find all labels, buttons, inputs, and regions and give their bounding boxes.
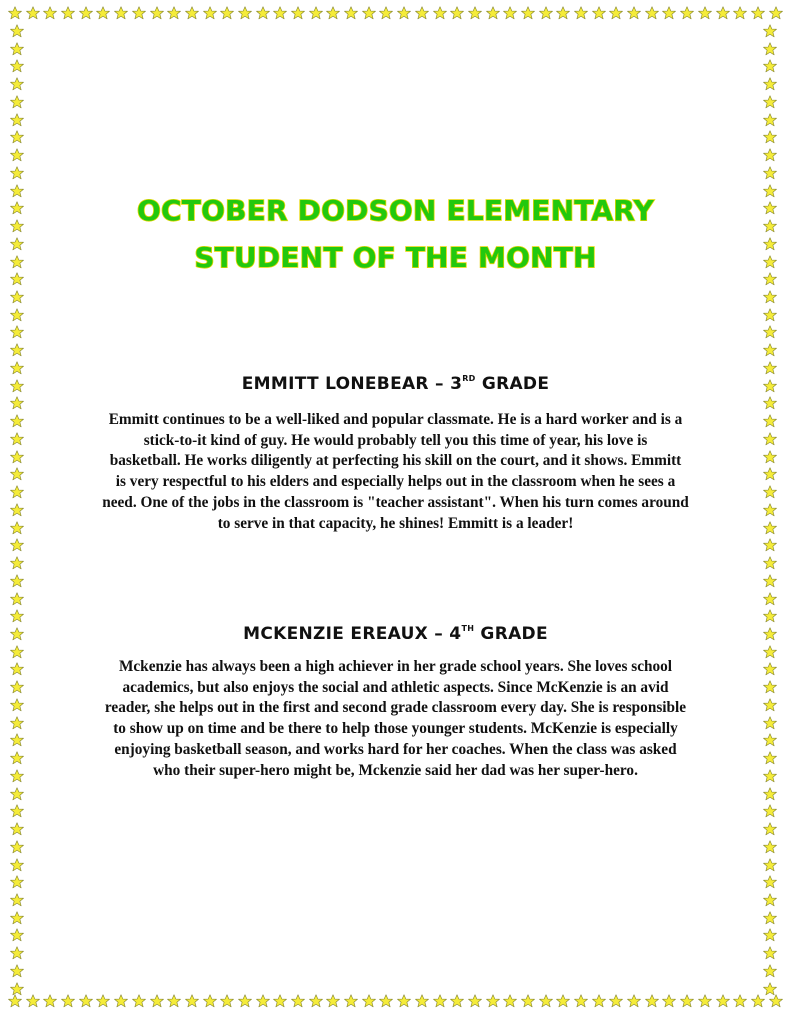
star-icon bbox=[763, 538, 777, 552]
star-icon bbox=[521, 6, 535, 20]
star-icon bbox=[10, 574, 24, 588]
star-icon bbox=[763, 822, 777, 836]
star-icon bbox=[763, 95, 777, 109]
star-icon bbox=[79, 994, 93, 1008]
star-icon bbox=[751, 6, 765, 20]
star-icon bbox=[763, 113, 777, 127]
star-icon bbox=[26, 6, 40, 20]
star-icon bbox=[291, 6, 305, 20]
star-icon bbox=[10, 787, 24, 801]
star-icon bbox=[450, 994, 464, 1008]
star-icon bbox=[763, 911, 777, 925]
star-icon bbox=[592, 6, 606, 20]
star-icon bbox=[763, 946, 777, 960]
star-border-left bbox=[10, 24, 28, 996]
star-icon bbox=[763, 503, 777, 517]
star-icon bbox=[43, 6, 57, 20]
star-icon bbox=[763, 680, 777, 694]
star-icon bbox=[10, 769, 24, 783]
star-icon bbox=[10, 804, 24, 818]
star-icon bbox=[326, 994, 340, 1008]
star-icon bbox=[10, 432, 24, 446]
star-border-top bbox=[8, 6, 783, 24]
star-icon bbox=[763, 42, 777, 56]
star-icon bbox=[10, 538, 24, 552]
star-icon bbox=[309, 6, 323, 20]
star-icon bbox=[10, 130, 24, 144]
star-icon bbox=[10, 751, 24, 765]
star-icon bbox=[763, 592, 777, 606]
star-icon bbox=[397, 6, 411, 20]
student-name: MCKENZIE EREAUX – 4 bbox=[243, 624, 462, 644]
star-icon bbox=[763, 24, 777, 38]
star-icon bbox=[61, 994, 75, 1008]
star-icon bbox=[662, 994, 676, 1008]
star-icon bbox=[203, 6, 217, 20]
star-icon bbox=[114, 994, 128, 1008]
star-icon bbox=[503, 994, 517, 1008]
star-icon bbox=[96, 994, 110, 1008]
star-icon bbox=[61, 6, 75, 20]
star-icon bbox=[238, 994, 252, 1008]
star-icon bbox=[763, 893, 777, 907]
star-icon bbox=[273, 6, 287, 20]
star-icon bbox=[680, 994, 694, 1008]
star-icon bbox=[769, 994, 783, 1008]
paragraph-line: Mckenzie has always been a high achiever in her grade school years. She loves school bbox=[118, 658, 673, 675]
star-icon bbox=[763, 698, 777, 712]
star-icon bbox=[10, 645, 24, 659]
star-icon bbox=[10, 77, 24, 91]
star-border-bottom bbox=[8, 994, 783, 1012]
page-title-line-1: OCTOBER DODSON ELEMENTARY bbox=[137, 194, 654, 227]
star-icon bbox=[220, 6, 234, 20]
star-icon bbox=[763, 521, 777, 535]
star-icon bbox=[763, 574, 777, 588]
paragraph-line: who their super-hero might be, Mckenzie said her dad was her super-hero. bbox=[153, 761, 638, 779]
star-icon bbox=[698, 6, 712, 20]
star-icon bbox=[379, 6, 393, 20]
star-icon bbox=[10, 592, 24, 606]
star-icon bbox=[539, 6, 553, 20]
star-icon bbox=[397, 994, 411, 1008]
star-icon bbox=[751, 994, 765, 1008]
star-icon bbox=[468, 6, 482, 20]
star-icon bbox=[10, 450, 24, 464]
student-name: EMMITT LONEBEAR – 3 bbox=[241, 374, 463, 394]
star-icon bbox=[698, 994, 712, 1008]
star-icon bbox=[273, 994, 287, 1008]
star-icon bbox=[433, 994, 447, 1008]
star-icon bbox=[574, 6, 588, 20]
star-icon bbox=[203, 994, 217, 1008]
star-icon bbox=[521, 994, 535, 1008]
star-icon bbox=[556, 994, 570, 1008]
star-icon bbox=[256, 6, 270, 20]
star-icon bbox=[8, 6, 22, 20]
star-icon bbox=[10, 964, 24, 978]
star-icon bbox=[763, 769, 777, 783]
star-icon bbox=[763, 130, 777, 144]
paragraph-line: reader, she helps out in the first and second grade classroom every day. She is responsible bbox=[104, 699, 687, 717]
star-icon bbox=[10, 521, 24, 535]
star-icon bbox=[763, 645, 777, 659]
star-icon bbox=[486, 6, 500, 20]
star-icon bbox=[10, 325, 24, 339]
star-icon bbox=[763, 450, 777, 464]
paragraph-line: stick-to-it kind of guy. He would probably tell you this time of year, his love is bbox=[143, 431, 648, 449]
star-icon bbox=[486, 994, 500, 1008]
star-icon bbox=[10, 59, 24, 73]
star-icon bbox=[43, 994, 57, 1008]
star-icon bbox=[362, 994, 376, 1008]
star-icon bbox=[763, 982, 777, 996]
star-icon bbox=[716, 6, 730, 20]
paragraph-line: basketball. He works diligently at perfecting his skill on the court, and it shows. Emmitt bbox=[109, 452, 682, 470]
star-icon bbox=[26, 994, 40, 1008]
star-icon bbox=[609, 6, 623, 20]
star-icon bbox=[763, 59, 777, 73]
star-icon bbox=[167, 6, 181, 20]
paragraph-line: is very respectful to his elders and especially helps out in the classroom when he sees a bbox=[115, 473, 676, 491]
star-icon bbox=[10, 680, 24, 694]
star-icon bbox=[326, 6, 340, 20]
star-icon bbox=[10, 928, 24, 942]
star-icon bbox=[10, 343, 24, 357]
star-icon bbox=[763, 467, 777, 481]
star-icon bbox=[379, 994, 393, 1008]
star-icon bbox=[574, 994, 588, 1008]
star-icon bbox=[415, 6, 429, 20]
star-icon bbox=[592, 994, 606, 1008]
star-icon bbox=[763, 325, 777, 339]
star-icon bbox=[79, 6, 93, 20]
star-icon bbox=[763, 485, 777, 499]
star-icon bbox=[291, 994, 305, 1008]
star-icon bbox=[763, 964, 777, 978]
star-icon bbox=[763, 290, 777, 304]
star-icon bbox=[769, 6, 783, 20]
star-icon bbox=[362, 6, 376, 20]
star-icon bbox=[220, 994, 234, 1008]
star-border-right bbox=[763, 24, 781, 996]
star-icon bbox=[185, 994, 199, 1008]
paragraph-line: academics, but also enjoys the social and athletic aspects. Since McKenzie is an avid bbox=[122, 678, 669, 696]
star-icon bbox=[10, 858, 24, 872]
star-icon bbox=[10, 166, 24, 180]
star-icon bbox=[10, 946, 24, 960]
star-icon bbox=[662, 6, 676, 20]
paragraph-line: enjoying basketball season, and works hard for her coaches. When the class was asked bbox=[114, 740, 677, 758]
star-icon bbox=[763, 787, 777, 801]
star-icon bbox=[645, 6, 659, 20]
star-icon bbox=[733, 6, 747, 20]
star-icon bbox=[309, 994, 323, 1008]
star-icon bbox=[763, 556, 777, 570]
star-icon bbox=[150, 994, 164, 1008]
star-icon bbox=[627, 994, 641, 1008]
page-title-line-2: STUDENT OF THE MONTH bbox=[194, 241, 597, 274]
star-icon bbox=[185, 6, 199, 20]
star-icon bbox=[763, 858, 777, 872]
star-icon bbox=[10, 503, 24, 517]
student-paragraph-mckenzie bbox=[90, 657, 701, 781]
star-icon bbox=[415, 994, 429, 1008]
star-icon bbox=[10, 485, 24, 499]
star-icon bbox=[10, 113, 24, 127]
star-icon bbox=[763, 414, 777, 428]
star-icon bbox=[433, 6, 447, 20]
star-icon bbox=[450, 6, 464, 20]
star-icon bbox=[763, 361, 777, 375]
star-icon bbox=[167, 994, 181, 1008]
paragraph-line: to serve in that capacity, he shines! Emmitt is a leader! bbox=[217, 514, 574, 532]
student-paragraph-emmitt bbox=[90, 410, 701, 534]
paragraph-line: to show up on time and be there to help those younger students. McKenzie is especially bbox=[113, 720, 678, 738]
star-icon bbox=[132, 994, 146, 1008]
star-icon bbox=[556, 6, 570, 20]
star-icon bbox=[763, 432, 777, 446]
star-icon bbox=[344, 6, 358, 20]
star-icon bbox=[763, 396, 777, 410]
star-icon bbox=[733, 994, 747, 1008]
star-icon bbox=[150, 6, 164, 20]
star-icon bbox=[763, 875, 777, 889]
star-icon bbox=[114, 6, 128, 20]
star-icon bbox=[10, 24, 24, 38]
student-heading-mckenzie bbox=[0, 624, 791, 644]
student-heading-emmitt bbox=[0, 374, 791, 394]
star-icon bbox=[10, 95, 24, 109]
star-icon bbox=[468, 994, 482, 1008]
star-icon bbox=[763, 166, 777, 180]
star-icon bbox=[10, 982, 24, 996]
star-icon bbox=[763, 733, 777, 747]
paragraph-line: Emmitt continues to be a well-liked and popular classmate. He is a hard worker and is a bbox=[108, 411, 683, 428]
star-icon bbox=[627, 6, 641, 20]
star-icon bbox=[609, 994, 623, 1008]
star-icon bbox=[10, 148, 24, 162]
star-icon bbox=[763, 77, 777, 91]
star-icon bbox=[763, 928, 777, 942]
star-icon bbox=[10, 308, 24, 322]
star-icon bbox=[344, 994, 358, 1008]
star-icon bbox=[503, 6, 517, 20]
star-icon bbox=[10, 733, 24, 747]
star-icon bbox=[763, 751, 777, 765]
star-icon bbox=[763, 840, 777, 854]
star-icon bbox=[10, 893, 24, 907]
star-icon bbox=[763, 716, 777, 730]
star-icon bbox=[96, 6, 110, 20]
star-icon bbox=[10, 414, 24, 428]
star-icon bbox=[763, 662, 777, 676]
star-icon bbox=[763, 308, 777, 322]
star-icon bbox=[10, 840, 24, 854]
star-icon bbox=[10, 290, 24, 304]
star-icon bbox=[10, 361, 24, 375]
star-icon bbox=[539, 994, 553, 1008]
star-icon bbox=[10, 396, 24, 410]
star-icon bbox=[680, 6, 694, 20]
star-icon bbox=[10, 698, 24, 712]
paragraph-line: need. One of the jobs in the classroom is "teacher assistant". When his turn comes around bbox=[102, 493, 689, 511]
star-icon bbox=[10, 911, 24, 925]
star-icon bbox=[763, 148, 777, 162]
star-icon bbox=[10, 662, 24, 676]
star-icon bbox=[10, 609, 24, 623]
star-icon bbox=[10, 716, 24, 730]
star-icon bbox=[763, 343, 777, 357]
grade-ordinal: RD bbox=[462, 374, 476, 383]
star-icon bbox=[763, 804, 777, 818]
grade-ordinal: TH bbox=[461, 624, 475, 633]
star-icon bbox=[763, 609, 777, 623]
grade-label: GRADE bbox=[474, 624, 548, 644]
star-icon bbox=[10, 467, 24, 481]
star-icon bbox=[10, 875, 24, 889]
star-icon bbox=[10, 42, 24, 56]
grade-label: GRADE bbox=[475, 374, 550, 394]
star-icon bbox=[645, 994, 659, 1008]
star-icon bbox=[132, 6, 146, 20]
star-icon bbox=[238, 6, 252, 20]
star-icon bbox=[716, 994, 730, 1008]
star-icon bbox=[10, 556, 24, 570]
star-icon bbox=[256, 994, 270, 1008]
star-icon bbox=[10, 822, 24, 836]
star-icon bbox=[8, 994, 22, 1008]
